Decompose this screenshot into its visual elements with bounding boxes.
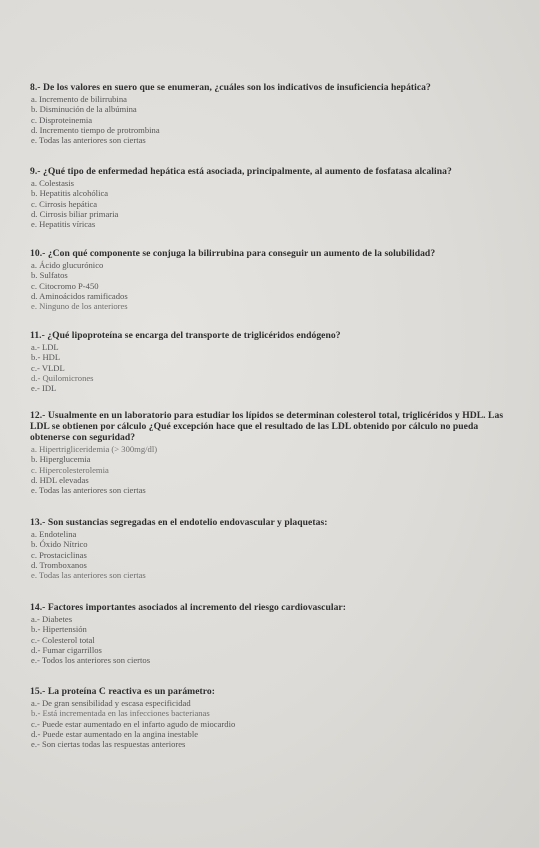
option-a: a. Colestasis	[31, 178, 74, 188]
question-12	[30, 410, 520, 495]
option-list	[30, 342, 520, 393]
option-d: d. Cirrosis biliar primaria	[31, 208, 119, 219]
option-c: c.- Colesterol total	[31, 634, 95, 645]
option-a: a.- LDL	[31, 342, 59, 352]
option-e: e.- IDL	[31, 383, 57, 394]
option-c: c. Hipercolesterolemia	[31, 464, 109, 475]
question-11	[30, 330, 520, 393]
option-c: c. Cirrosis hepática	[31, 198, 98, 209]
option-b: b. Óxido Nítrico	[31, 539, 88, 550]
option-a: a.- De gran sensibilidad y escasa especificidad	[31, 698, 191, 708]
question-9	[30, 166, 520, 229]
question-10	[30, 248, 520, 311]
question-14	[30, 602, 520, 665]
option-d: d.- Quilomicrones	[31, 372, 94, 383]
option-a: a. Endotelina	[31, 529, 77, 539]
question-title: 11.- ¿Qué lipoproteína se encarga del transporte de triglicéridos endógeno?	[30, 330, 341, 341]
option-b: b. Sulfatos	[31, 270, 68, 281]
option-b: b.- Está incrementada en las infecciones bacterianas	[31, 708, 210, 719]
option-e: e. Todas las anteriores son ciertas	[31, 135, 146, 146]
option-c: c. Disproteinemia	[31, 114, 93, 125]
option-e: e.- Son ciertas todas las respuestas anteriores	[31, 739, 186, 750]
question-title: 13.- Son sustancias segregadas en el endotelio endovascular y plaquetas:	[30, 517, 328, 528]
question-13	[30, 517, 520, 580]
option-e: e. Hepatitis víricas	[31, 219, 96, 230]
option-b: b.- HDL	[31, 352, 61, 363]
option-c: c. Prostaciclinas	[31, 549, 87, 560]
option-b: b. Hiperglucemia	[31, 454, 91, 465]
option-b: b. Disminución de la albúmina	[31, 104, 137, 115]
option-b: b.- Hipertensión	[31, 624, 87, 635]
option-a: a.- Diabetes	[31, 614, 73, 624]
option-e: e. Todas las anteriores son ciertas	[31, 485, 146, 496]
option-list	[30, 178, 520, 229]
option-c: c. Citocromo P-450	[31, 280, 99, 291]
option-list	[30, 444, 520, 495]
option-list	[30, 260, 520, 311]
option-d: d. Aminoácidos ramificados	[31, 290, 128, 301]
option-a: a. Hipertrigliceridemia (> 300mg/dl)	[31, 444, 158, 454]
option-e: e. Todas las anteriores son ciertas	[31, 570, 146, 581]
option-d: d.- Puede estar aumentado en la angina inestable	[31, 728, 199, 739]
option-a: a. Incremento de bilirrubina	[31, 94, 127, 104]
question-15	[30, 686, 520, 749]
question-8	[30, 82, 520, 145]
option-a: a. Ácido glucurónico	[31, 260, 104, 270]
question-title: 15.- La proteína C reactiva es un parámetro:	[30, 686, 215, 697]
question-title: 14.- Factores importantes asociados al incremento del riesgo cardiovascular:	[30, 602, 346, 613]
option-list	[30, 614, 520, 665]
question-title: 9.- ¿Qué tipo de enfermedad hepática está asociada, principalmente, al aumento de fosfatasa alcalina?	[30, 166, 452, 177]
option-list	[30, 94, 520, 145]
option-b: b. Hepatitis alcohólica	[31, 188, 109, 199]
option-list	[30, 698, 520, 749]
question-title: 8.- De los valores en suero que se enumeran, ¿cuáles son los indicativos de insuficiencia hepática?	[30, 82, 431, 93]
option-d: d. Incremento tiempo de protrombina	[31, 124, 160, 135]
option-e: e.- Todos los anteriores son ciertos	[31, 655, 151, 666]
option-d: d. Tromboxanos	[31, 559, 87, 570]
option-e: e. Ninguno de los anteriores	[31, 301, 128, 312]
option-d: d. HDL elevadas	[31, 474, 89, 485]
option-d: d.- Fumar cigarrillos	[31, 644, 102, 655]
question-title: 10.- ¿Con qué componente se conjuga la bilirrubina para conseguir un aumento de la solubilidad?	[30, 248, 436, 259]
option-list	[30, 529, 520, 580]
question-title: 12.- Usualmente en un laboratorio para estudiar los lípidos se determinan colesterol total, triglicéridos y HDL. Las LDL se obtienen por cálculo ¿Qué excepción hace que el resultado de las LDL obtenido por cálculo no pueda obtenerse con seguridad?	[30, 410, 504, 443]
option-c: c.- Puede estar aumentado en el infarto agudo de miocardio	[31, 718, 236, 729]
option-c: c.- VLDL	[31, 362, 65, 373]
